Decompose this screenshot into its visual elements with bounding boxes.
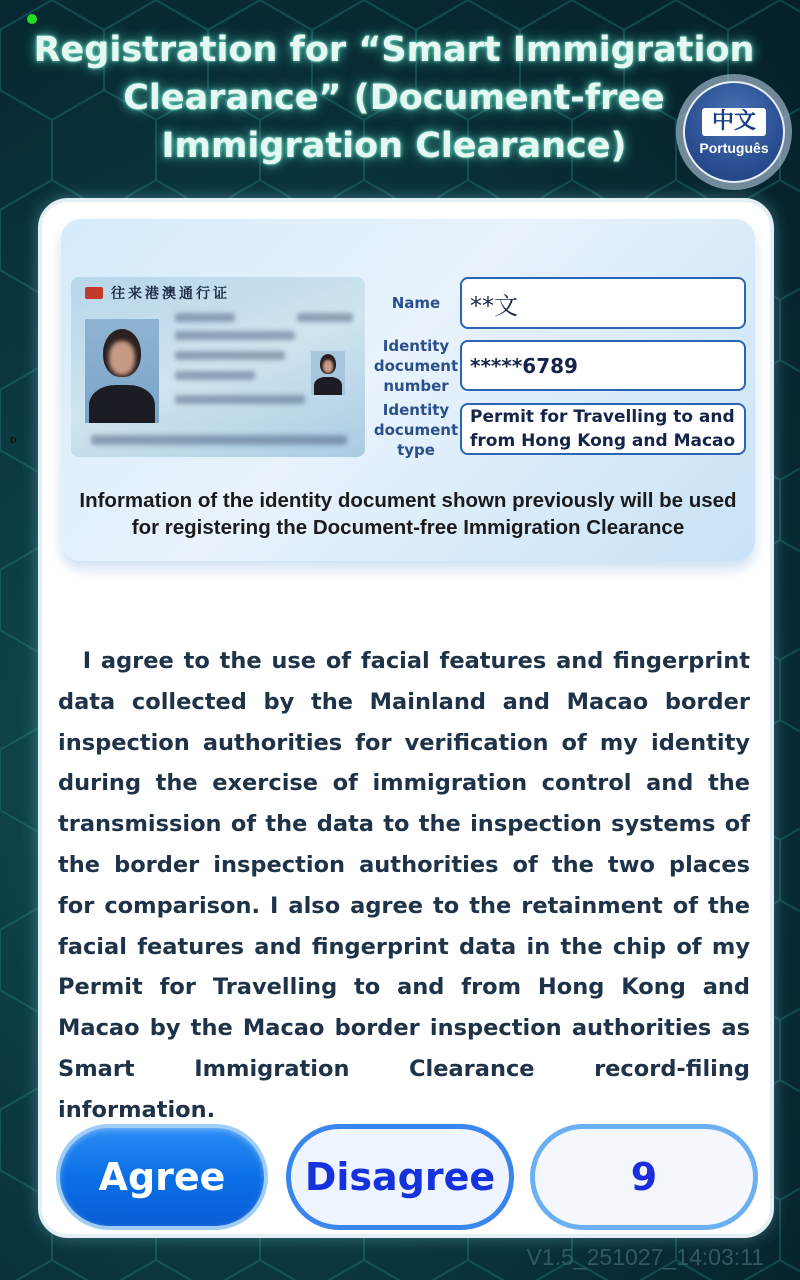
status-indicator-dot xyxy=(27,14,37,24)
blurred-text xyxy=(175,371,255,380)
document-type-field: Permit for Travelling to and from Hong Kong and Macao xyxy=(460,403,746,455)
version-label: V1.5_251027_14:03:11 xyxy=(526,1244,764,1270)
name-field: **文 xyxy=(460,277,746,329)
page-title: Registration for “Smart Immigration Clearance” (Document-free Immigration Clearance) xyxy=(33,30,755,166)
id-card-image xyxy=(71,277,365,457)
portrait-face xyxy=(109,341,135,375)
id-card-header xyxy=(85,283,230,303)
language-switch-inner xyxy=(683,81,785,183)
language-portuguese-label: Português xyxy=(699,140,769,156)
blurred-text xyxy=(297,313,353,322)
portrait-body xyxy=(314,377,342,395)
consent-text: I agree to the use of facial features and fingerprint data collected by the Mainland and Macao border inspection authorities for verification of my identity during the exercise of immigration control and the transmission of the data to the inspection systems of the border inspection authorities of the two places for comparison. I also agree to the retainment of the facial features and fingerprint data in the chip of my Permit for Travelling to and from Hong Kong and Macao by the Macao border inspection authorities as Smart Immigration Clearance record-filing information. xyxy=(58,648,750,1123)
blurred-text xyxy=(175,313,235,322)
blurred-text xyxy=(175,331,295,340)
blurred-text xyxy=(175,351,285,360)
document-number-label: Identity document number xyxy=(373,337,459,395)
side-mark: D xyxy=(10,436,17,445)
name-label: Name xyxy=(391,294,441,312)
id-card-portrait xyxy=(85,319,159,423)
document-number-field: *****6789 xyxy=(460,340,746,391)
blurred-text xyxy=(175,395,305,404)
portrait-face xyxy=(323,360,333,373)
language-chinese-label: 中文 xyxy=(702,108,766,136)
portrait-body xyxy=(89,385,155,423)
id-card-header-text: 往来港澳通行证 xyxy=(111,286,230,302)
card-emblem-icon xyxy=(85,287,103,299)
info-note: Information of the identity document shown previously will be used for registering the Document-free Immigration Clearance xyxy=(79,489,737,539)
main-card xyxy=(38,198,774,1238)
id-card-small-portrait xyxy=(311,351,345,395)
agree-button[interactable]: Agree xyxy=(56,1124,268,1230)
document-info-panel xyxy=(61,219,755,561)
disagree-button[interactable]: Disagree xyxy=(286,1124,514,1230)
language-switch-button[interactable] xyxy=(676,74,792,190)
blurred-text xyxy=(91,435,347,445)
countdown-button[interactable]: 9 xyxy=(530,1124,758,1230)
document-type-label: Identity document type xyxy=(373,401,459,459)
